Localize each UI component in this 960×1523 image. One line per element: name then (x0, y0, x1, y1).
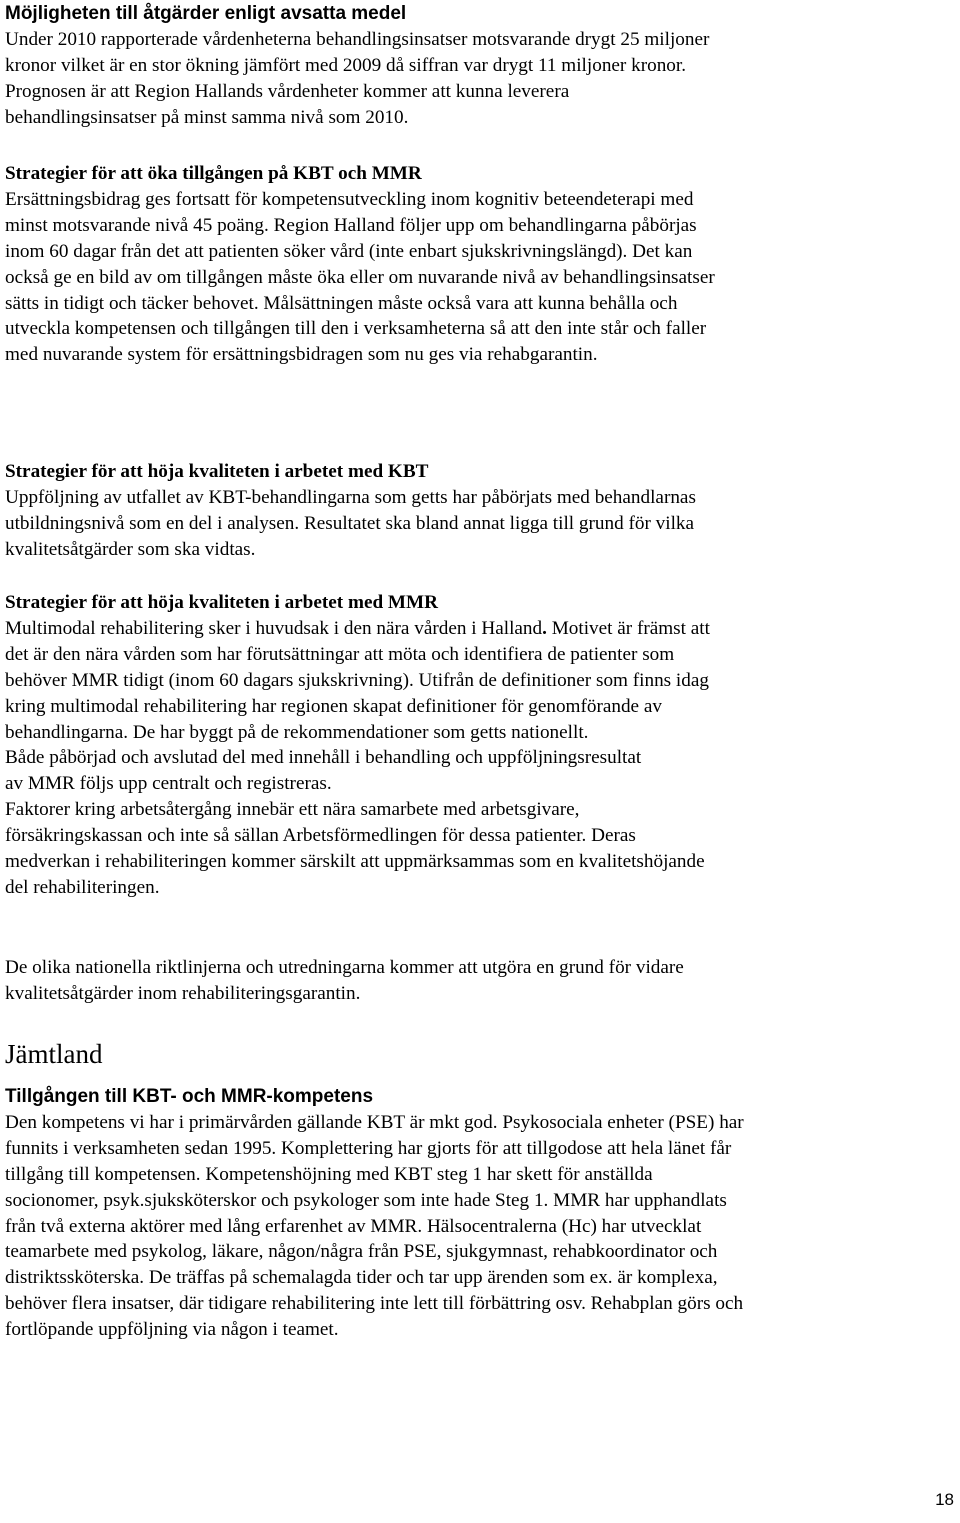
paragraph-text: Motivet är främst att det är den nära vården som har förutsättningar att möta och identifiera de patienter som behöver MMR tidigt (inom 60 dagars sjukskrivning). Utifrån de definitioner som finns idag kring multimodal rehabilitering har regionen skapat definitioner för genomförande av behandlingarna. De har byggt på de rekommendationer som getts nationellt. (5, 617, 710, 743)
section-paragraph: Den kompetens vi har i primärvården gällande KBT är mkt god. Psykosociala enheter (PSE) har funnits i verksamheten sedan 1995. Komplettering har gjorts för att tillgodose att hela länet får tillgång till kompetensen. Kompetenshöjning med KBT steg 1 har skett för anställda socionomer, psyk.sjuksköterskor och psykologer som inte hade Steg 1. MMR har upphandlats från två externa aktörer med lång erfarenhet av MMR. Hälsocentralerna (Hc) har utvecklat teamarbete med psykolog, läkare, någon/några från PSE, sjukgymnast, rehabkoordinator och distriktssköterska. De träffas på schemalagda tider och tar upp ärenden som ex. är komplexa, behöver flera insatser, där tidigare rehabilitering inte lett till förbättring osv. Rehabplan görs och fortlöpande uppföljning via någon i teamet. (5, 1111, 744, 1341)
paragraph-text-bold: . (542, 617, 547, 639)
section-heading: Möjligheten till åtgärder enligt avsatta medel (5, 3, 407, 24)
section-heading: Strategier för att höja kvaliteten i arbetet med MMR (5, 592, 439, 613)
section-paragraph (5, 616, 727, 746)
section-guidelines (5, 955, 955, 1007)
section-paragraph: Uppföljning av utfallet av KBT-behandlingarna som getts har påbörjats med behandlarnas utbildningsnivå som en del i analysen. Resultatet ska bland annat ligga till grund för vilka kvalitetsåtgärder som ska vidtas. (5, 486, 696, 560)
section-paragraph: Under 2010 rapporterade vårdenheterna behandlingsinsatser motsvarande drygt 25 miljoner kronor vilket är en stor ökning jämfört med 2009 då siffran var drygt 11 miljoner kronor. Prognosen är att Region Hallands vårdenheter kommer att kunna leverera behandlingsinsatser på minst samma nivå som 2010. (5, 28, 710, 128)
section-strategies-kbt (5, 459, 955, 563)
section-strategies-mmr (5, 590, 955, 901)
section-strategies-access (5, 161, 955, 368)
section-paragraph: Ersättningsbidrag ges fortsatt för kompetensutveckling inom kognitiv beteendeterapi med minst motsvarande nivå 45 poäng. Region Halland följer upp om behandlingarna påbörjas inom 60 dagar från det att patienten söker vård (inte enbart sjukskrivningslängd). Det kan också ge en bild av om tillgången måste öka eller om nuvarande nivå av behandlingsinsatser sätts in tidigt och täcker behovet. Målsättningen måste också vara att kunna behålla och utveckla kompetensen och tillgången till den i verksamheterna så att den inte står och faller med nuvarande system för ersättningsbidragen som nu ges via rehabgarantin. (5, 188, 715, 366)
section-heading: Strategier för att höja kvaliteten i arbetet med KBT (5, 461, 429, 482)
section-paragraph: Faktorer kring arbetsåtergång innebär ett nära samarbete med arbetsgivare, försäkringskassan och inte så sällan Arbetsförmedlingen för dessa patienter. Deras medverkan i rehabiliteringen kommer särskilt att uppmärksammas som en kvalitetshöjande del rehabiliteringen. (5, 799, 705, 898)
paragraph-text: Multimodal rehabilitering sker i huvudsak i den nära vården i Halland (5, 617, 543, 639)
region-title: Jämtland (5, 1039, 103, 1069)
section-paragraph: De olika nationella riktlinjerna och utredningarna kommer att utgöra en grund för vidare kvalitetsåtgärder inom rehabiliteringsgarantin. (5, 957, 684, 1004)
section-jamtland (5, 1038, 955, 1343)
section-paragraph: Både påbörjad och avslutad del med innehåll i behandling och uppföljningsresultat av MMR följs upp centralt och registreras. (5, 747, 642, 795)
page-number: 18 (935, 1490, 954, 1509)
section-heading: Strategier för att öka tillgången på KBT och MMR (5, 163, 422, 184)
section-measures (5, 0, 955, 131)
section-heading: Tillgången till KBT- och MMR-kompetens (5, 1086, 374, 1107)
